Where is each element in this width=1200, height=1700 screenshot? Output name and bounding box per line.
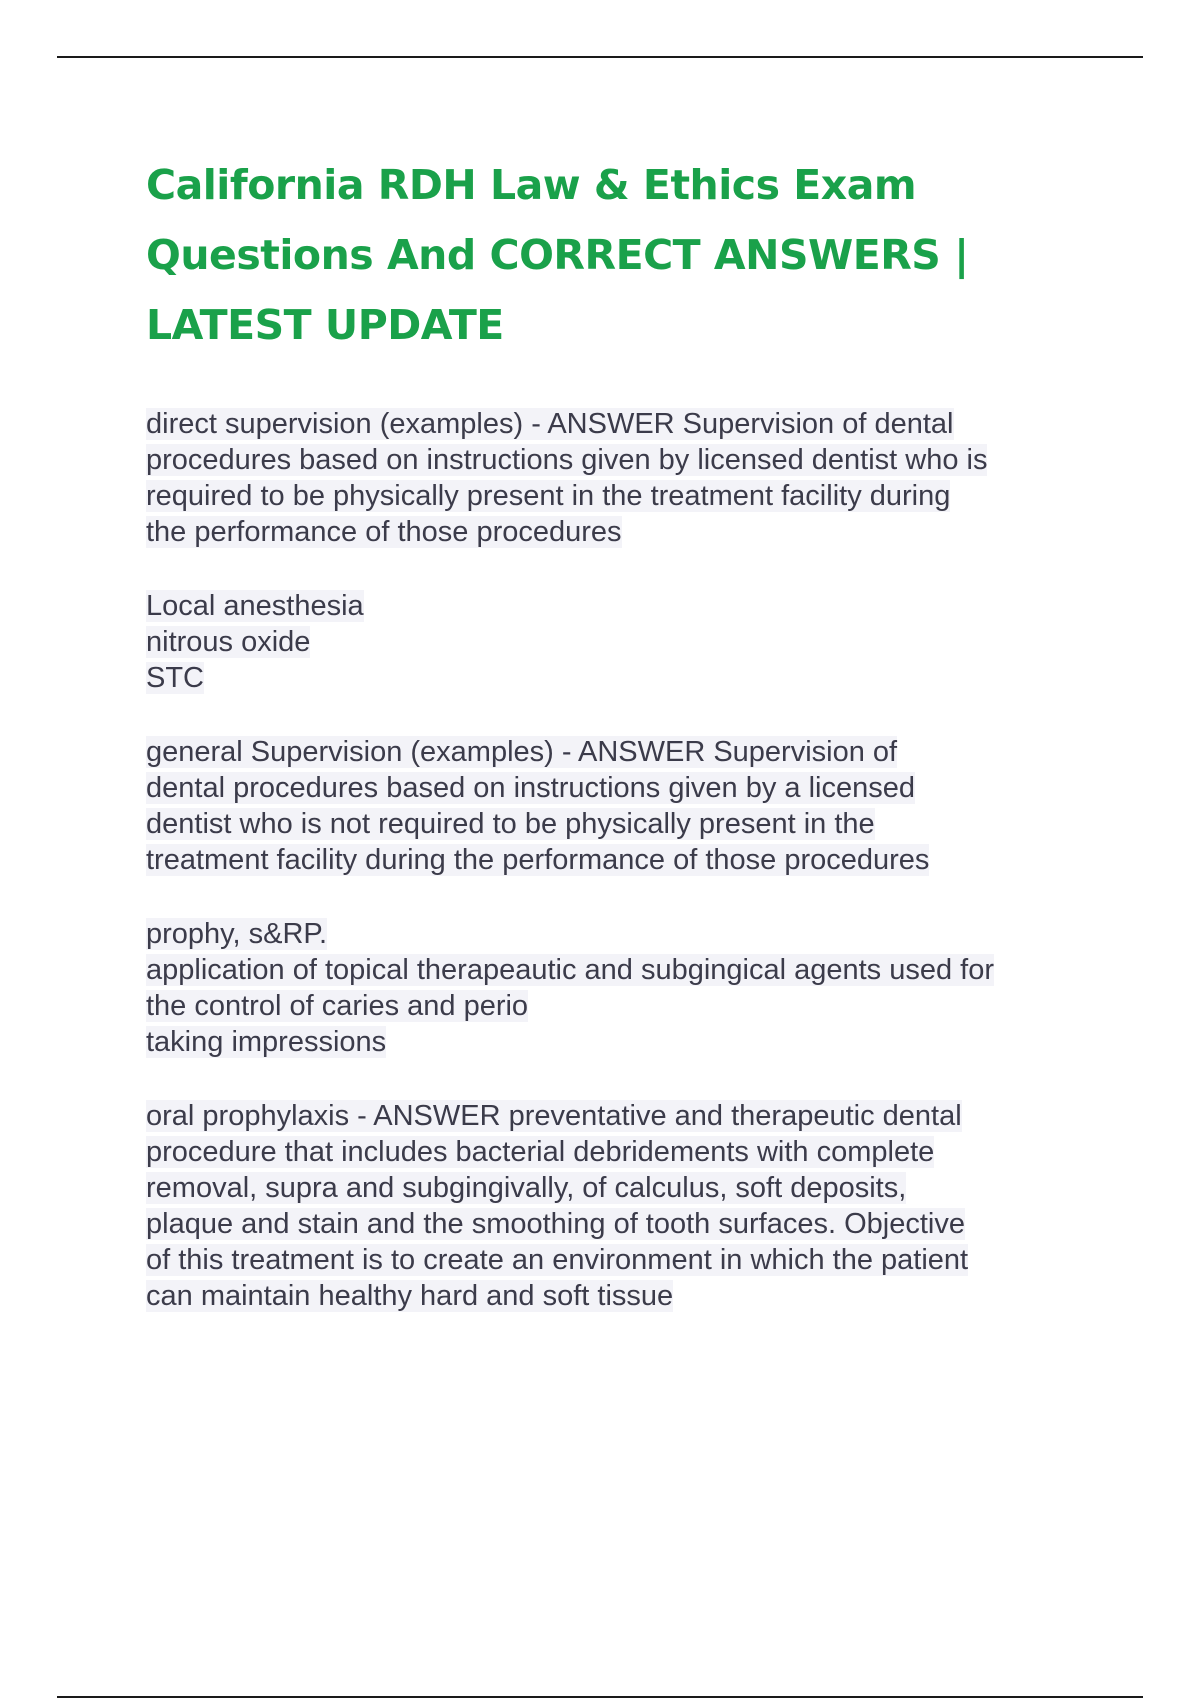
text-line: procedures based on instructions given by licensed dentist who is [146,444,988,476]
text-line: required to be physically present in the treatment facility during [146,480,951,512]
title-line: Questions And CORRECT ANSWERS | [146,231,969,279]
examples-list-general [146,916,1106,1060]
text-line: taking impressions [146,1026,387,1058]
page-content [146,150,1106,1352]
qa-block-oral-prophylaxis [146,1098,1106,1314]
qa-block-general-supervision [146,734,1106,878]
title-line: LATEST UPDATE [146,301,504,349]
qa-block-direct-supervision [146,406,1106,550]
text-line: STC [146,662,204,694]
text-line: plaque and stain and the smoothing of tooth surfaces. Objective [146,1208,965,1240]
text-line: dental procedures based on instructions given by a licensed [146,772,915,804]
footer-rule [57,1696,1143,1698]
text-line: nitrous oxide [146,626,311,658]
text-line: can maintain healthy hard and soft tissue [146,1280,674,1312]
text-line: oral prophylaxis - ANSWER preventative and therapeutic dental [146,1100,962,1132]
text-line: treatment facility during the performance of those procedures [146,844,930,876]
text-line: Local anesthesia [146,590,364,622]
examples-list-direct [146,588,1106,696]
text-line: general Supervision (examples) - ANSWER Supervision of [146,736,898,768]
qa-body [146,406,1106,1314]
text-line: the control of caries and perio [146,990,529,1022]
text-line: procedure that includes bacterial debridements with complete [146,1136,935,1168]
document-title [146,150,1106,360]
text-line: the performance of those procedures [146,516,622,548]
text-line: direct supervision (examples) - ANSWER Supervision of dental [146,408,954,440]
text-line: removal, supra and subgingivally, of calculus, soft deposits, [146,1172,907,1204]
text-line: of this treatment is to create an environment in which the patient [146,1244,969,1276]
title-line: California RDH Law & Ethics Exam [146,161,917,209]
text-line: dentist who is not required to be physically present in the [146,808,875,840]
text-line: prophy, s&RP. [146,918,328,950]
header-rule [57,56,1143,58]
text-line: application of topical therapeautic and subgingical agents used for [146,954,995,986]
